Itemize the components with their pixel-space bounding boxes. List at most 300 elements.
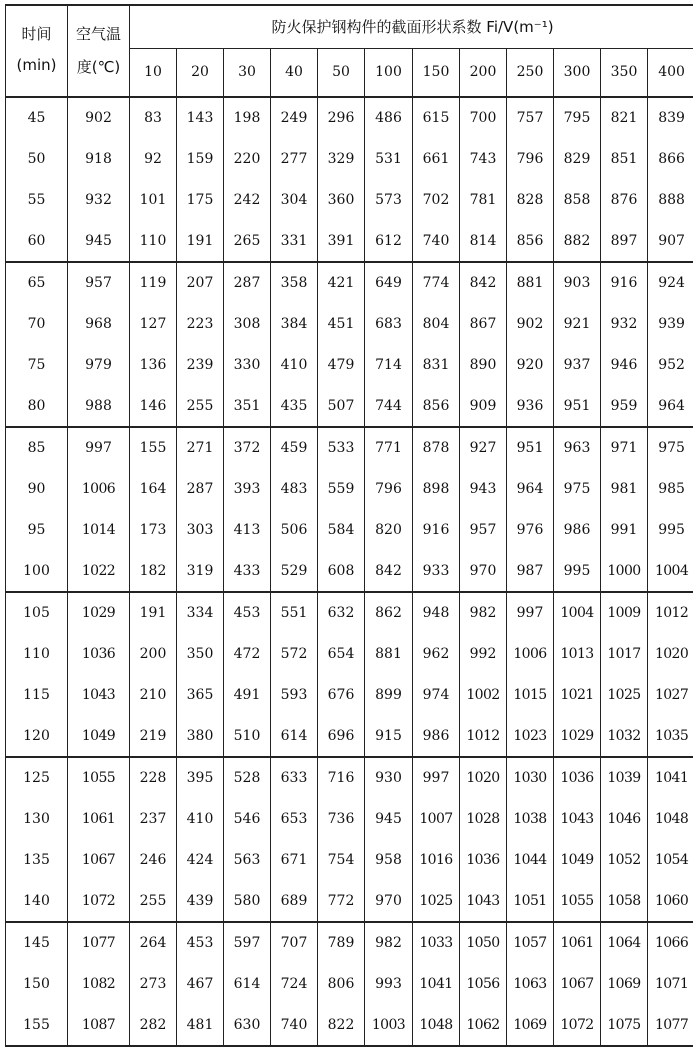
steel-temp-cell: 1000 [601, 550, 648, 592]
factor-header-cell: 50 [318, 48, 365, 97]
steel-temp-cell: 771 [365, 427, 413, 469]
steel-temp-cell: 899 [365, 675, 413, 716]
time-cell: 45 [6, 97, 68, 139]
steel-temp-cell: 789 [318, 922, 365, 964]
table-row [6, 880, 693, 922]
steel-temp-cell: 740 [413, 220, 460, 262]
steel-temp-cell: 948 [413, 592, 460, 634]
steel-temp-cell: 459 [271, 427, 318, 469]
steel-temp-cell: 630 [224, 1005, 271, 1047]
steel-temp-cell: 597 [224, 922, 271, 964]
time-cell: 140 [6, 880, 68, 922]
steel-temp-cell: 255 [130, 880, 177, 922]
time-header: 时间 [6, 5, 68, 48]
steel-temp-cell: 890 [460, 345, 507, 386]
table-row [6, 97, 693, 139]
data-table-container [5, 4, 688, 1018]
air-temp-cell: 918 [68, 139, 130, 180]
steel-temp-cell: 296 [318, 97, 365, 139]
steel-temp-cell: 982 [460, 592, 507, 634]
steel-temp-cell: 964 [507, 469, 554, 510]
steel-temp-cell: 828 [507, 180, 554, 221]
steel-temp-cell: 360 [318, 180, 365, 221]
air-temp-cell: 1072 [68, 880, 130, 922]
steel-temp-cell: 1072 [554, 1005, 601, 1047]
steel-temp-cell: 1075 [601, 1005, 648, 1047]
steel-temp-cell: 683 [365, 304, 413, 345]
steel-temp-cell: 453 [224, 592, 271, 634]
steel-temp-cell: 246 [130, 840, 177, 881]
steel-temp-cell: 821 [601, 97, 648, 139]
steel-temp-cell: 319 [177, 550, 224, 592]
steel-temp-cell: 365 [177, 675, 224, 716]
steel-temp-cell: 239 [177, 345, 224, 386]
steel-temp-cell: 915 [365, 715, 413, 757]
steel-temp-cell: 858 [554, 180, 601, 221]
steel-temp-cell: 372 [224, 427, 271, 469]
steel-temp-cell: 806 [318, 964, 365, 1005]
temperature-header: 空气温 [68, 5, 130, 48]
steel-temp-cell: 921 [554, 304, 601, 345]
table-row [6, 592, 693, 634]
steel-temp-cell: 1023 [507, 715, 554, 757]
steel-temp-cell: 839 [648, 97, 693, 139]
steel-temp-cell: 506 [271, 510, 318, 551]
steel-temp-cell: 964 [648, 385, 693, 427]
steel-temp-cell: 1062 [460, 1005, 507, 1047]
steel-temp-cell: 271 [177, 427, 224, 469]
air-temp-cell: 979 [68, 345, 130, 386]
steel-temp-cell: 393 [224, 469, 271, 510]
steel-temp-cell: 410 [177, 799, 224, 840]
table-row [6, 1005, 693, 1047]
steel-temp-cell: 200 [130, 634, 177, 675]
factor-header-cell: 20 [177, 48, 224, 97]
steel-temp-cell: 1032 [601, 715, 648, 757]
steel-temp-cell: 700 [460, 97, 507, 139]
steel-temp-cell: 1003 [365, 1005, 413, 1047]
steel-temp-cell: 287 [177, 469, 224, 510]
steel-temp-cell: 654 [318, 634, 365, 675]
steel-temp-cell: 796 [507, 139, 554, 180]
steel-temp-cell: 1038 [507, 799, 554, 840]
table-row [6, 634, 693, 675]
steel-temp-cell: 714 [365, 345, 413, 386]
steel-temp-cell: 127 [130, 304, 177, 345]
steel-temp-cell: 1020 [648, 634, 693, 675]
steel-temp-cell: 997 [507, 592, 554, 634]
steel-temp-cell: 822 [318, 1005, 365, 1047]
steel-temp-cell: 1049 [554, 840, 601, 881]
time-cell: 135 [6, 840, 68, 881]
steel-temp-cell: 119 [130, 262, 177, 304]
steel-temp-cell: 1036 [460, 840, 507, 881]
steel-temp-cell: 531 [365, 139, 413, 180]
steel-temp-cell: 1025 [413, 880, 460, 922]
time-cell: 75 [6, 345, 68, 386]
steel-temp-cell: 1055 [554, 880, 601, 922]
steel-temp-cell: 851 [601, 139, 648, 180]
table-row [6, 715, 693, 757]
time-cell: 80 [6, 385, 68, 427]
steel-temp-cell: 453 [177, 922, 224, 964]
steel-temp-cell: 1067 [554, 964, 601, 1005]
steel-temp-cell: 975 [554, 469, 601, 510]
air-temp-cell: 1055 [68, 757, 130, 799]
steel-temp-cell: 282 [130, 1005, 177, 1047]
steel-temp-cell: 1064 [601, 922, 648, 964]
table-row [6, 427, 693, 469]
steel-temp-cell: 1007 [413, 799, 460, 840]
steel-temp-cell: 1020 [460, 757, 507, 799]
time-cell: 100 [6, 550, 68, 592]
steel-temp-cell: 981 [601, 469, 648, 510]
steel-temp-cell: 1051 [507, 880, 554, 922]
steel-temp-cell: 608 [318, 550, 365, 592]
time-cell: 85 [6, 427, 68, 469]
steel-temp-cell: 228 [130, 757, 177, 799]
steel-temp-cell: 1028 [460, 799, 507, 840]
table-row [6, 510, 693, 551]
steel-temp-cell: 995 [554, 550, 601, 592]
table-row [6, 964, 693, 1005]
steel-temp-cell: 909 [460, 385, 507, 427]
steel-temp-cell: 1002 [460, 675, 507, 716]
steel-temp-cell: 842 [460, 262, 507, 304]
steel-temp-cell: 945 [365, 799, 413, 840]
steel-temp-cell: 878 [413, 427, 460, 469]
steel-temp-cell: 1063 [507, 964, 554, 1005]
steel-temp-cell: 435 [271, 385, 318, 427]
steel-temp-cell: 273 [130, 964, 177, 1005]
steel-temp-cell: 424 [177, 840, 224, 881]
factor-header-cell: 400 [648, 48, 693, 97]
steel-temp-cell: 207 [177, 262, 224, 304]
steel-temp-cell: 573 [365, 180, 413, 221]
steel-temp-cell: 384 [271, 304, 318, 345]
steel-temp-cell: 287 [224, 262, 271, 304]
steel-temp-cell: 110 [130, 220, 177, 262]
steel-temp-cell: 1036 [554, 757, 601, 799]
factor-header-cell: 200 [460, 48, 507, 97]
steel-temp-cell: 952 [648, 345, 693, 386]
steel-temp-cell: 842 [365, 550, 413, 592]
steel-temp-cell: 796 [365, 469, 413, 510]
steel-temp-cell: 330 [224, 345, 271, 386]
steel-temp-cell: 986 [554, 510, 601, 551]
steel-temp-cell: 757 [507, 97, 554, 139]
steel-temp-cell: 533 [318, 427, 365, 469]
steel-temp-cell: 633 [271, 757, 318, 799]
time-unit-header: (min) [6, 48, 68, 97]
steel-temp-cell: 143 [177, 97, 224, 139]
steel-temp-cell: 1006 [507, 634, 554, 675]
table-row [6, 304, 693, 345]
steel-temp-cell: 1027 [648, 675, 693, 716]
steel-temp-cell: 159 [177, 139, 224, 180]
steel-temp-cell: 146 [130, 385, 177, 427]
steel-temp-cell: 987 [507, 550, 554, 592]
steel-temp-cell: 937 [554, 345, 601, 386]
steel-temp-cell: 101 [130, 180, 177, 221]
steel-temp-cell: 237 [130, 799, 177, 840]
time-cell: 105 [6, 592, 68, 634]
steel-temp-cell: 220 [224, 139, 271, 180]
steel-temp-cell: 433 [224, 550, 271, 592]
steel-temp-cell: 1041 [413, 964, 460, 1005]
steel-temp-cell: 795 [554, 97, 601, 139]
steel-temp-cell: 528 [224, 757, 271, 799]
steel-temp-cell: 1043 [460, 880, 507, 922]
steel-temp-cell: 182 [130, 550, 177, 592]
steel-temp-cell: 615 [413, 97, 460, 139]
steel-temp-cell: 898 [413, 469, 460, 510]
steel-temp-cell: 395 [177, 757, 224, 799]
time-cell: 115 [6, 675, 68, 716]
table-row [6, 799, 693, 840]
steel-temp-cell: 881 [507, 262, 554, 304]
steel-temp-cell: 696 [318, 715, 365, 757]
time-cell: 60 [6, 220, 68, 262]
steel-temp-cell: 958 [365, 840, 413, 881]
steel-temp-cell: 991 [601, 510, 648, 551]
steel-temp-cell: 951 [554, 385, 601, 427]
steel-temp-cell: 903 [554, 262, 601, 304]
steel-temp-cell: 916 [413, 510, 460, 551]
steel-temp-cell: 1043 [554, 799, 601, 840]
steel-temp-cell: 479 [318, 345, 365, 386]
steel-temp-cell: 572 [271, 634, 318, 675]
steel-temp-cell: 223 [177, 304, 224, 345]
steel-temp-cell: 614 [224, 964, 271, 1005]
time-cell: 65 [6, 262, 68, 304]
steel-temp-cell: 1012 [648, 592, 693, 634]
steel-temp-cell: 1069 [507, 1005, 554, 1047]
steel-temp-cell: 410 [271, 345, 318, 386]
steel-temp-cell: 1033 [413, 922, 460, 964]
steel-temp-cell: 1069 [601, 964, 648, 1005]
air-temp-cell: 1087 [68, 1005, 130, 1047]
steel-temp-cell: 1016 [413, 840, 460, 881]
steel-temp-cell: 970 [460, 550, 507, 592]
steel-temp-cell: 481 [177, 1005, 224, 1047]
steel-temp-cell: 982 [365, 922, 413, 964]
factor-header-cell: 100 [365, 48, 413, 97]
steel-temp-cell: 1004 [648, 550, 693, 592]
steel-temp-cell: 421 [318, 262, 365, 304]
steel-temp-cell: 1058 [601, 880, 648, 922]
factor-header-cell: 350 [601, 48, 648, 97]
steel-temp-cell: 1048 [648, 799, 693, 840]
steel-temp-cell: 971 [601, 427, 648, 469]
steel-temp-cell: 774 [413, 262, 460, 304]
steel-temp-cell: 580 [224, 880, 271, 922]
steel-temp-cell: 164 [130, 469, 177, 510]
steel-temp-cell: 529 [271, 550, 318, 592]
factor-header-cell: 10 [130, 48, 177, 97]
steel-temp-cell: 1029 [554, 715, 601, 757]
steel-temp-cell: 716 [318, 757, 365, 799]
steel-temp-cell: 804 [413, 304, 460, 345]
steel-temp-cell: 740 [271, 1005, 318, 1047]
time-cell: 125 [6, 757, 68, 799]
steel-temp-cell: 255 [177, 385, 224, 427]
steel-temp-cell: 924 [648, 262, 693, 304]
time-cell: 55 [6, 180, 68, 221]
steel-temp-cell: 198 [224, 97, 271, 139]
steel-temp-cell: 546 [224, 799, 271, 840]
steel-temp-cell: 920 [507, 345, 554, 386]
steel-temp-cell: 1012 [460, 715, 507, 757]
steel-temp-cell: 210 [130, 675, 177, 716]
steel-temp-cell: 472 [224, 634, 271, 675]
table-row [6, 550, 693, 592]
steel-temp-cell: 932 [601, 304, 648, 345]
steel-temp-cell: 951 [507, 427, 554, 469]
steel-temp-cell: 867 [460, 304, 507, 345]
steel-temp-cell: 907 [648, 220, 693, 262]
air-temp-cell: 957 [68, 262, 130, 304]
time-cell: 50 [6, 139, 68, 180]
steel-temp-cell: 491 [224, 675, 271, 716]
steel-temp-cell: 743 [460, 139, 507, 180]
steel-temp-cell: 1071 [648, 964, 693, 1005]
steel-temp-cell: 467 [177, 964, 224, 1005]
steel-temp-cell: 191 [130, 592, 177, 634]
steel-temp-cell: 653 [271, 799, 318, 840]
steel-temp-cell: 334 [177, 592, 224, 634]
time-cell: 150 [6, 964, 68, 1005]
air-temp-cell: 1006 [68, 469, 130, 510]
steel-temp-cell: 882 [554, 220, 601, 262]
steel-temp-cell: 1041 [648, 757, 693, 799]
air-temp-cell: 1067 [68, 840, 130, 881]
steel-temp-cell: 1066 [648, 922, 693, 964]
table-row [6, 385, 693, 427]
steel-temp-cell: 358 [271, 262, 318, 304]
steel-temp-cell: 974 [413, 675, 460, 716]
steel-temp-cell: 1015 [507, 675, 554, 716]
table-row [6, 220, 693, 262]
steel-temp-cell: 820 [365, 510, 413, 551]
table-row [6, 345, 693, 386]
steel-temp-cell: 277 [271, 139, 318, 180]
steel-temp-cell: 976 [507, 510, 554, 551]
factor-header-cell: 300 [554, 48, 601, 97]
steel-temp-cell: 593 [271, 675, 318, 716]
steel-temp-cell: 1025 [601, 675, 648, 716]
air-temp-cell: 902 [68, 97, 130, 139]
steel-temp-cell: 1009 [601, 592, 648, 634]
steel-temp-cell: 351 [224, 385, 271, 427]
air-temp-cell: 1082 [68, 964, 130, 1005]
steel-temp-cell: 1077 [648, 1005, 693, 1047]
steel-temp-cell: 772 [318, 880, 365, 922]
steel-temp-cell: 483 [271, 469, 318, 510]
air-temp-cell: 1077 [68, 922, 130, 964]
time-cell: 95 [6, 510, 68, 551]
steel-temp-cell: 781 [460, 180, 507, 221]
steel-temp-cell: 1046 [601, 799, 648, 840]
steel-temp-cell: 1050 [460, 922, 507, 964]
steel-temp-cell: 876 [601, 180, 648, 221]
steel-temp-cell: 563 [224, 840, 271, 881]
air-temp-cell: 945 [68, 220, 130, 262]
steel-temp-cell: 329 [318, 139, 365, 180]
air-temp-cell: 1043 [68, 675, 130, 716]
steel-temp-cell: 676 [318, 675, 365, 716]
steel-temp-cell: 1056 [460, 964, 507, 1005]
steel-temp-cell: 584 [318, 510, 365, 551]
steel-temp-cell: 614 [271, 715, 318, 757]
steel-temp-cell: 661 [413, 139, 460, 180]
steel-temp-cell: 831 [413, 345, 460, 386]
table-row [6, 469, 693, 510]
steel-temp-cell: 962 [413, 634, 460, 675]
factor-header-cell: 40 [271, 48, 318, 97]
steel-temp-cell: 551 [271, 592, 318, 634]
steel-temp-cell: 897 [601, 220, 648, 262]
steel-temp-cell: 304 [271, 180, 318, 221]
steel-temp-cell: 1017 [601, 634, 648, 675]
steel-temp-cell: 1004 [554, 592, 601, 634]
table-row [6, 922, 693, 964]
steel-temp-cell: 507 [318, 385, 365, 427]
steel-temp-cell: 264 [130, 922, 177, 964]
steel-temp-cell: 814 [460, 220, 507, 262]
steel-temp-cell: 946 [601, 345, 648, 386]
steel-temp-cell: 191 [177, 220, 224, 262]
steel-temp-cell: 632 [318, 592, 365, 634]
steel-temp-cell: 936 [507, 385, 554, 427]
air-temp-cell: 932 [68, 180, 130, 221]
steel-temp-cell: 939 [648, 304, 693, 345]
steel-temp-cell: 724 [271, 964, 318, 1005]
steel-temp-cell: 997 [413, 757, 460, 799]
steel-temp-cell: 649 [365, 262, 413, 304]
steel-temp-cell: 986 [413, 715, 460, 757]
time-cell: 130 [6, 799, 68, 840]
steel-temp-cell: 331 [271, 220, 318, 262]
steel-temp-cell: 486 [365, 97, 413, 139]
steel-temp-cell: 992 [460, 634, 507, 675]
steel-temp-cell: 265 [224, 220, 271, 262]
steel-temp-cell: 1039 [601, 757, 648, 799]
temperature-table [5, 4, 693, 1047]
steel-temp-cell: 1048 [413, 1005, 460, 1047]
steel-temp-cell: 930 [365, 757, 413, 799]
steel-temp-cell: 413 [224, 510, 271, 551]
steel-temp-cell: 943 [460, 469, 507, 510]
steel-temp-cell: 995 [648, 510, 693, 551]
steel-temp-cell: 1013 [554, 634, 601, 675]
steel-temp-cell: 902 [507, 304, 554, 345]
steel-temp-cell: 439 [177, 880, 224, 922]
steel-temp-cell: 1061 [554, 922, 601, 964]
table-row [6, 757, 693, 799]
steel-temp-cell: 985 [648, 469, 693, 510]
steel-temp-cell: 856 [413, 385, 460, 427]
steel-temp-cell: 242 [224, 180, 271, 221]
steel-temp-cell: 689 [271, 880, 318, 922]
steel-temp-cell: 862 [365, 592, 413, 634]
steel-temp-cell: 219 [130, 715, 177, 757]
temperature-unit-header: 度(℃) [68, 48, 130, 97]
steel-temp-cell: 963 [554, 427, 601, 469]
factor-header-cell: 30 [224, 48, 271, 97]
air-temp-cell: 1049 [68, 715, 130, 757]
steel-temp-cell: 303 [177, 510, 224, 551]
